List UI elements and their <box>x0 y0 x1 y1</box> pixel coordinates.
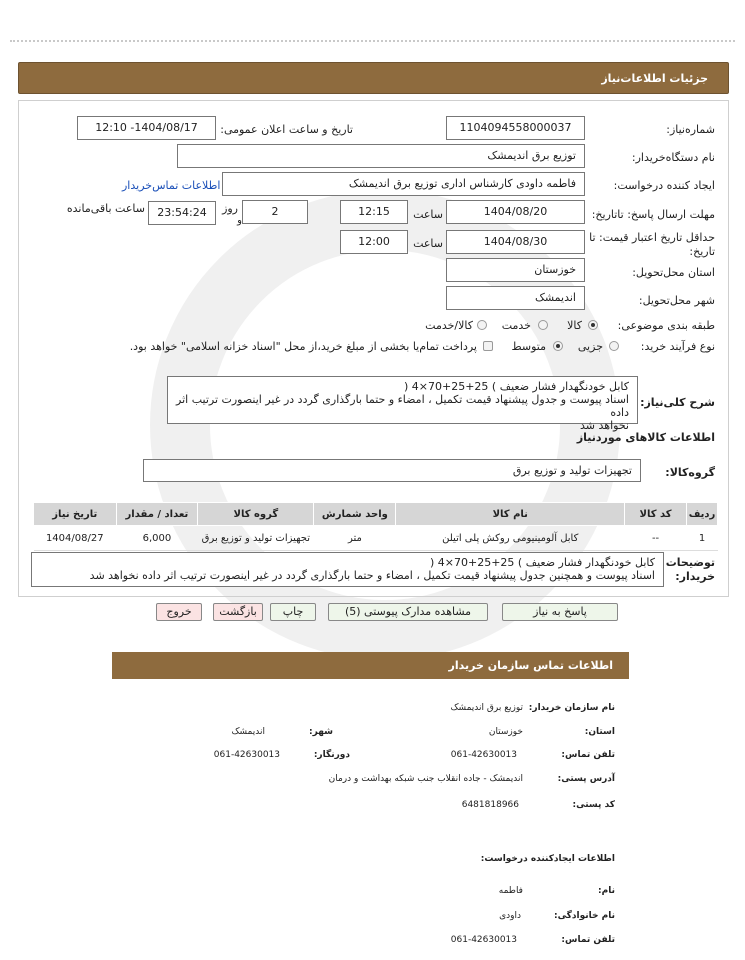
back-button[interactable]: بازگشت <box>213 603 263 621</box>
cell-group: تجهیزات تولید و توزیع برق <box>198 526 314 551</box>
deadline-time-field: 12:15 <box>340 200 408 224</box>
need-number-label: شماره‌نیاز: <box>666 123 715 136</box>
contact-city-value: اندیمشک <box>231 727 265 737</box>
address-value: اندیمشک - جاده انقلاب جنب شبکه بهداشت و درمان <box>328 774 523 784</box>
buyer-org-field: توزیع برق اندیمشک <box>177 144 585 168</box>
goods-group-field: تجهیزات تولید و توزیع برق <box>143 459 641 482</box>
contact-city-label: شهر: <box>309 727 333 737</box>
first-name-label: نام: <box>598 886 615 896</box>
category-label: طبقه بندی موضوعی: <box>617 319 715 332</box>
creator-label: ایجاد کننده درخواست: <box>613 179 715 192</box>
summary-label: شرح کلی‌نیاز: <box>640 396 715 409</box>
contact-province-value: خوزستان <box>488 727 523 737</box>
goods-group-label: گروه‌کالا: <box>665 466 715 479</box>
and-label: و <box>237 215 242 226</box>
city-label: شهر محل‌تحویل: <box>638 294 715 307</box>
col-date: تاریخ نیاز <box>34 503 117 526</box>
col-group: گروه کالا <box>198 503 314 526</box>
last-name-label: نام خانوادگی: <box>553 911 615 921</box>
contact-phone-value: 061-42630013 <box>450 750 517 760</box>
creator-phone-label: تلفن تماس: <box>561 935 615 945</box>
last-name-value: داودی <box>499 911 521 921</box>
cell-row: 1 <box>687 526 718 551</box>
col-row: ردیف <box>687 503 718 526</box>
province-label: استان محل‌تحویل: <box>632 266 715 279</box>
summary-field <box>167 376 638 432</box>
cell-qty: 6,000 <box>116 526 198 551</box>
category-option-service: خدمت <box>501 319 531 332</box>
announce-field: 1404/08/17- 12:10 <box>77 116 216 140</box>
deadline-date-field: 1404/08/20 <box>446 200 585 224</box>
top-divider <box>10 40 735 42</box>
contact-fax-label: دورنگار: <box>313 750 350 760</box>
contact-header <box>112 652 629 679</box>
org-name-value: توزیع برق اندیمشک <box>450 703 523 713</box>
postal-value: 6481818966 <box>461 800 519 810</box>
treasury-payment-note: پرداخت تمام‌یا بخشی از مبلغ خرید،از محل "اسناد خزانه اسلامی" خواهد بود. <box>129 340 477 353</box>
col-code: کد کالا <box>625 503 687 526</box>
address-label: آدرس پستی: <box>557 774 615 784</box>
items-table-header <box>34 503 718 526</box>
cell-code: -- <box>625 526 687 551</box>
buyer-notes-label-2: خریدار: <box>675 570 715 583</box>
reply-button[interactable]: پاسخ به نیاز <box>502 603 618 621</box>
remaining-label: ساعت باقی‌مانده <box>66 202 145 215</box>
validity-date-field: 1404/08/30 <box>446 230 585 254</box>
process-label: نوع فرآیند خرید: <box>640 340 715 353</box>
details-header <box>18 62 729 94</box>
contact-province-label: استان: <box>584 727 615 737</box>
summary-line-2: اسناد پیوست و جدول پیشنهاد قیمت تکمیل ، امضاء و حتما بارگذاری گردد در غیر اینصورت ترتیب اثر داده <box>176 393 629 419</box>
org-name-label: نام سازمان خریدار: <box>528 703 615 713</box>
category-radio-goods-service[interactable] <box>477 320 487 330</box>
remaining-time-field: 23:54:24 <box>148 201 216 225</box>
process-option-medium: متوسط <box>511 340 546 353</box>
buyer-notes-field <box>31 552 664 587</box>
buyer-notes-line-1: کابل خودنگهدار فشار ضعیف ) 25+25+70×4 ( <box>429 556 655 569</box>
contact-header-title: اطلاعات تماس سازمان خریدار <box>448 659 613 672</box>
postal-label: کد پستی: <box>572 800 615 810</box>
process-radio-minor[interactable] <box>609 341 619 351</box>
creator-phone-value: 061-42630013 <box>450 935 517 945</box>
province-field: خوزستان <box>446 258 585 282</box>
exit-button[interactable]: خروج <box>156 603 202 621</box>
validity-time-label: ساعت <box>413 237 443 250</box>
deadline-time-label: ساعت <box>413 208 443 221</box>
table-row[interactable] <box>34 526 718 551</box>
first-name-value: فاطمه <box>498 886 523 896</box>
cell-name: کابل آلومینیومی روکش پلی اتیلن <box>396 526 625 551</box>
attachments-button[interactable]: مشاهده مدارک پیوستی (5) <box>328 603 488 621</box>
col-qty: تعداد / مقدار <box>116 503 198 526</box>
category-radio-service[interactable] <box>538 320 548 330</box>
buyer-org-label: نام دستگاه‌خریدار: <box>631 151 715 164</box>
print-button[interactable]: چاپ <box>270 603 316 621</box>
deadline-label: مهلت ارسال پاسخ: تاتاریخ: <box>591 208 715 221</box>
summary-line-1: کابل خودنگهدار فشار ضعیف ) 25+25+70×4 ( <box>403 380 629 393</box>
need-number-field: 1104094558000037 <box>446 116 585 140</box>
city-field: اندیمشک <box>446 286 585 310</box>
contact-phone-label: تلفن تماس: <box>561 750 615 760</box>
validity-label: حداقل تاریخ اعتبار قیمت: تا تاریخ: <box>589 231 715 258</box>
validity-time-field: 12:00 <box>340 230 408 254</box>
col-name: نام کالا <box>396 503 625 526</box>
creator-field: فاطمه داودی کارشناس اداری توزیع برق اندیمشک <box>222 172 585 196</box>
buyer-notes-label-1: توضیحات <box>665 556 715 569</box>
col-unit: واحد شمارش <box>314 503 396 526</box>
days-label: روز <box>222 202 238 215</box>
category-option-goods-service: کالا/خدمت <box>425 319 473 332</box>
category-radio-goods[interactable] <box>588 320 598 330</box>
treasury-payment-checkbox[interactable] <box>483 341 493 351</box>
announce-label: تاریخ و ساعت اعلان عمومی: <box>220 123 353 136</box>
summary-line-3: نخواهد شد <box>580 419 629 432</box>
buyer-contact-link[interactable]: اطلاعات تماس‌خریدار <box>122 179 221 192</box>
cell-date: 1404/08/27 <box>34 526 117 551</box>
days-field: 2 <box>242 200 308 224</box>
process-option-minor: جزیی <box>577 340 603 353</box>
process-radio-medium[interactable] <box>553 341 563 351</box>
items-table <box>33 502 718 551</box>
contact-fax-value: 061-42630013 <box>213 750 280 760</box>
category-option-goods: کالا <box>567 319 582 332</box>
details-header-title: جزئیات اطلاعات‌نیاز <box>601 72 708 85</box>
cell-unit: متر <box>314 526 396 551</box>
goods-info-heading: اطلاعات کالاهای موردنیاز <box>576 431 715 444</box>
buyer-notes-line-2: اسناد پیوست و همچنین جدول پیشنهاد قیمت تکمیل ، امضاء و حتما بارگذاری گردد در غیر اینصورت ترتیب اثر داده نخواهد شد <box>89 569 655 582</box>
creator-info-heading: اطلاعات ایجادکننده درخواست: <box>480 854 615 864</box>
